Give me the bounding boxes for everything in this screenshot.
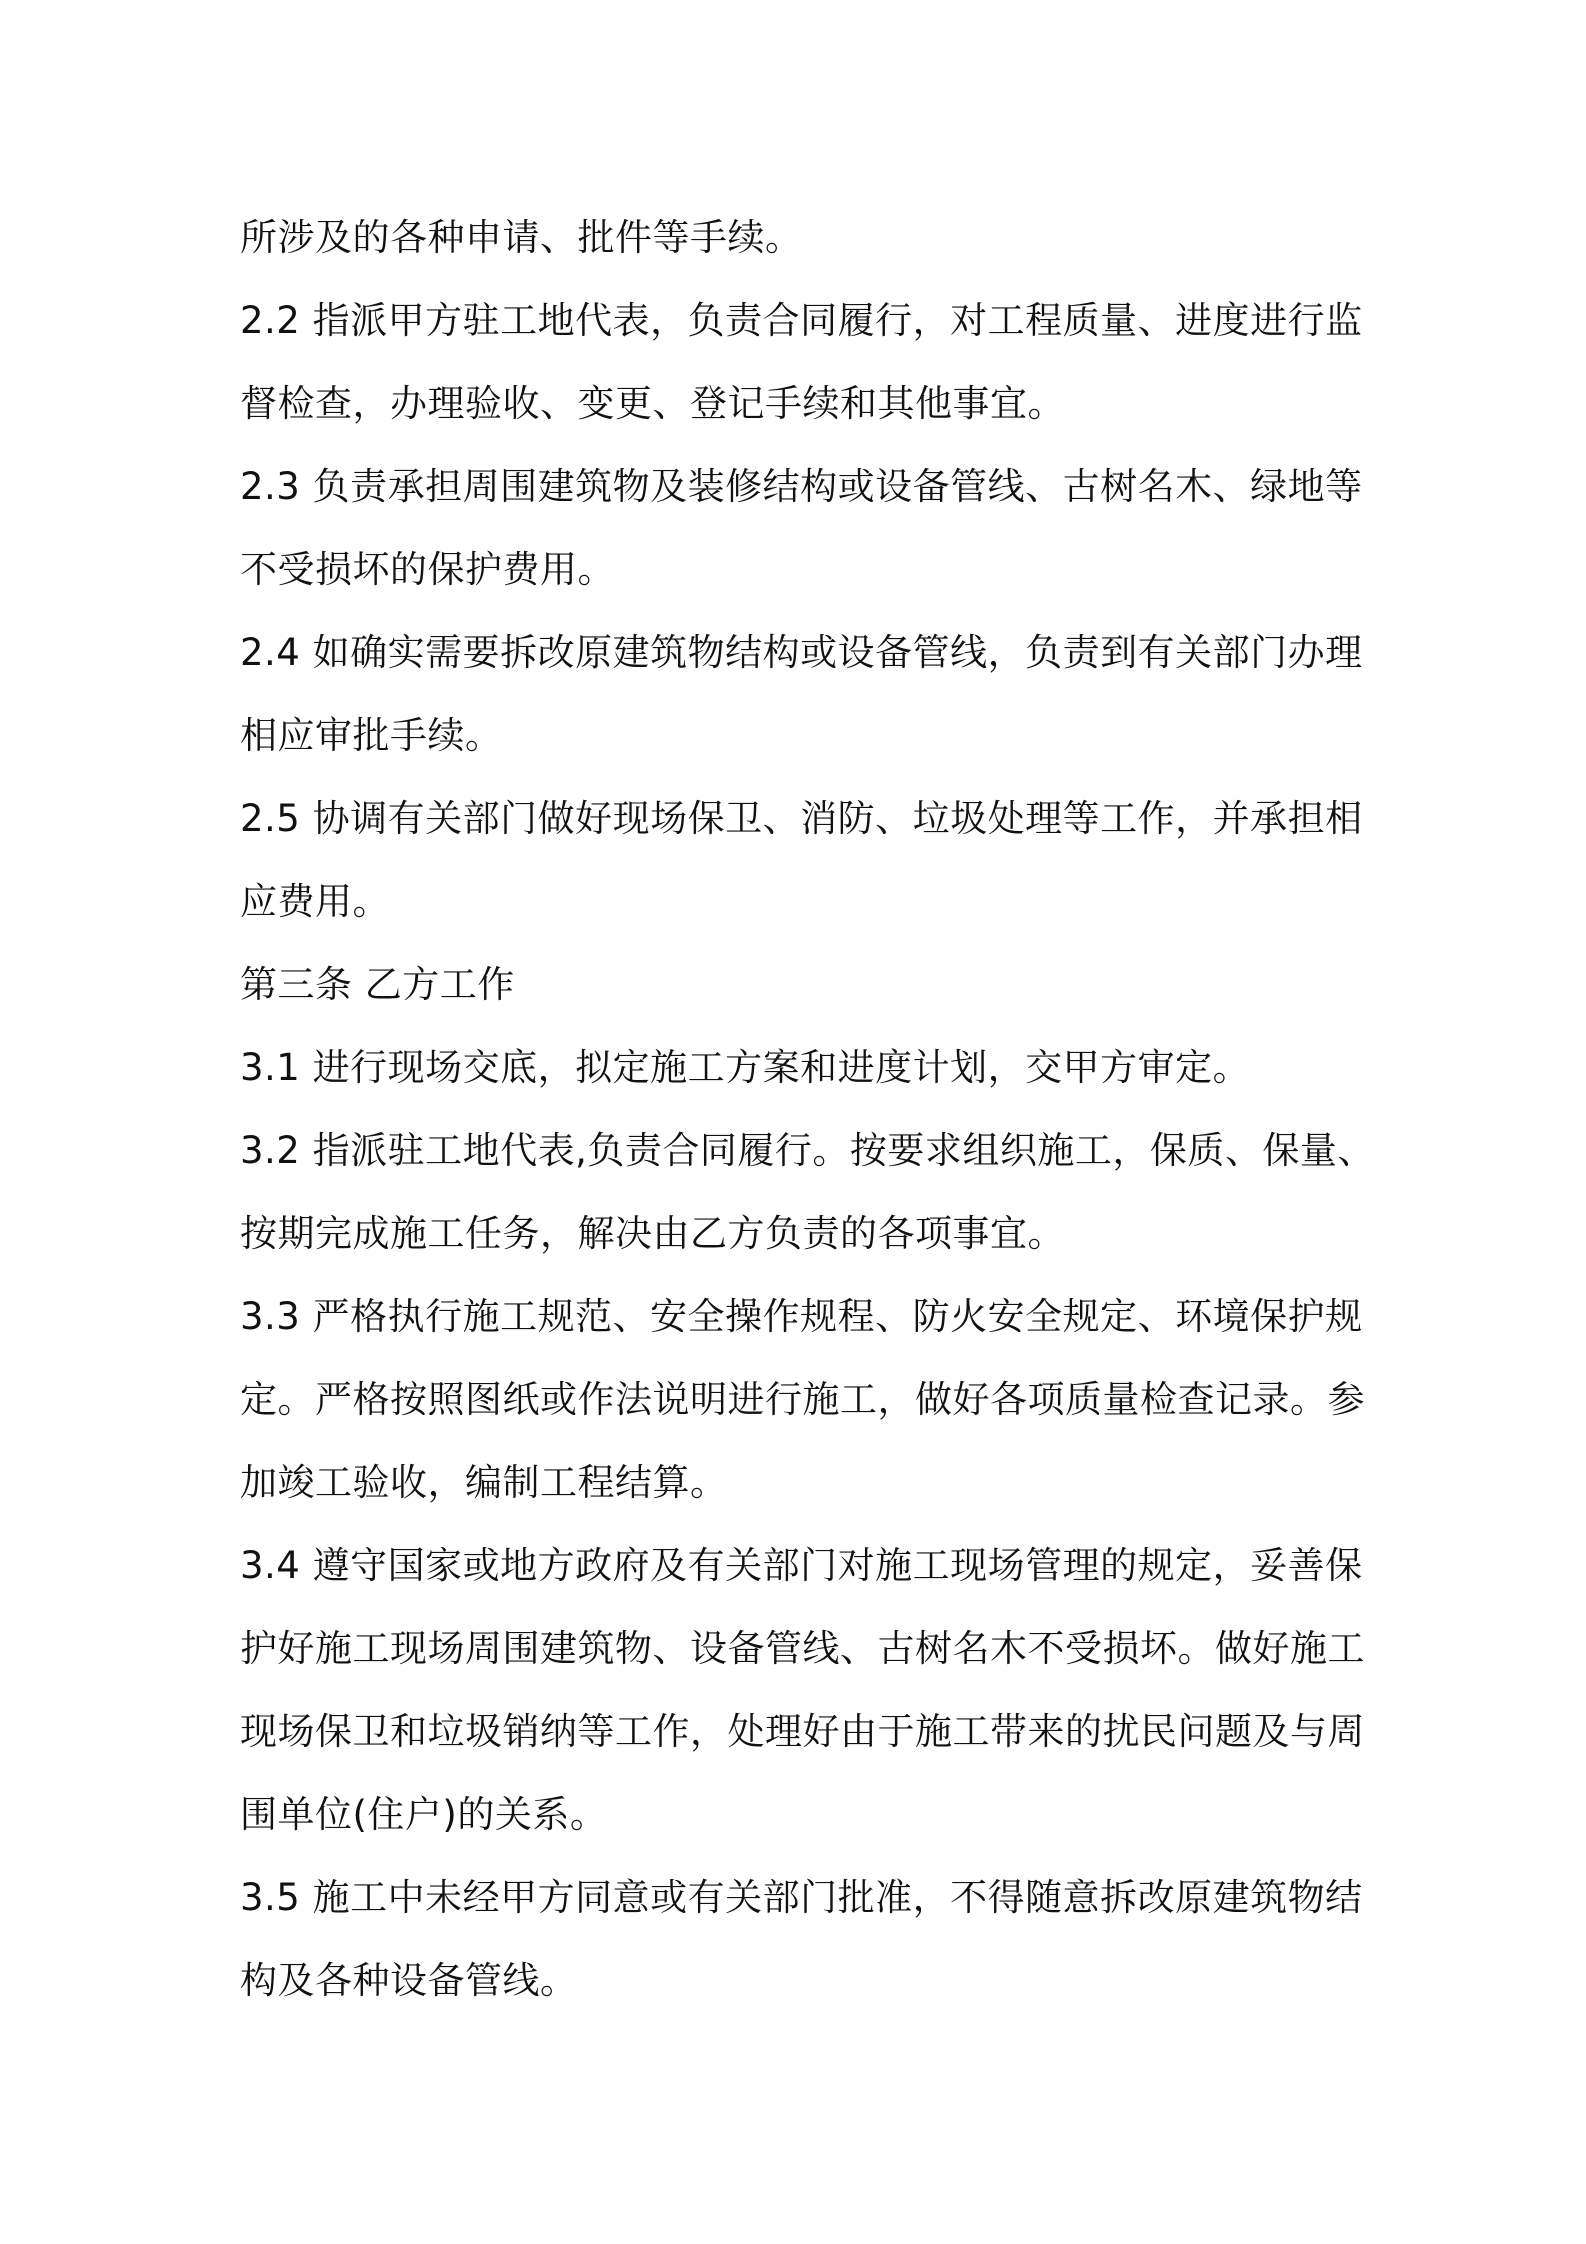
text-line: 护好施工现场周围建筑物、设备管线、古树名木不受损坏。做好施工 — [240, 1627, 1365, 1670]
text-line: 督检查，办理验收、变更、登记手续和其他事宜。 — [240, 382, 1065, 425]
clause-3-3: 3.3 严格执行施工规范、安全操作规程、防火安全规定、环境保护规 — [240, 1295, 1363, 1338]
clause-3-2: 3.2 指派驻工地代表,负责合同履行。按要求组织施工，保质、保量、 — [240, 1129, 1375, 1172]
text-line: 按期完成施工任务，解决由乙方负责的各项事宜。 — [240, 1212, 1065, 1255]
text-line: 应费用。 — [240, 880, 390, 923]
text-line: 相应审批手续。 — [240, 714, 503, 757]
text-line: 加竣工验收，编制工程结算。 — [240, 1461, 728, 1504]
clause-3-1: 3.1 进行现场交底，拟定施工方案和进度计划，交甲方审定。 — [240, 1046, 1251, 1089]
clause-2-4: 2.4 如确实需要拆改原建筑物结构或设备管线，负责到有关部门办理 — [240, 631, 1363, 674]
clause-2-3: 2.3 负责承担周围建筑物及装修结构或设备管线、古树名木、绿地等 — [240, 465, 1363, 508]
text-line: 现场保卫和垃圾销纳等工作，处理好由于施工带来的扰民问题及与周 — [240, 1710, 1365, 1753]
text-line: 构及各种设备管线。 — [240, 1959, 578, 2002]
text-line: 定。严格按照图纸或作法说明进行施工，做好各项质量检查记录。参 — [240, 1378, 1365, 1421]
clause-3-5: 3.5 施工中未经甲方同意或有关部门批准，不得随意拆改原建筑物结 — [240, 1876, 1363, 1919]
clause-2-2: 2.2 指派甲方驻工地代表，负责合同履行，对工程质量、进度进行监 — [240, 299, 1363, 342]
text-line: 不受损坏的保护费用。 — [240, 548, 615, 591]
text-line: 围单位(住户)的关系。 — [240, 1793, 608, 1836]
document-body — [240, 196, 1375, 2022]
text-line: 所涉及的各种申请、批件等手续。 — [240, 216, 803, 259]
section-heading: 第三条 乙方工作 — [240, 963, 515, 1006]
clause-3-4: 3.4 遵守国家或地方政府及有关部门对施工现场管理的规定，妥善保 — [240, 1544, 1363, 1587]
clause-2-5: 2.5 协调有关部门做好现场保卫、消防、垃圾处理等工作，并承担相 — [240, 797, 1363, 840]
